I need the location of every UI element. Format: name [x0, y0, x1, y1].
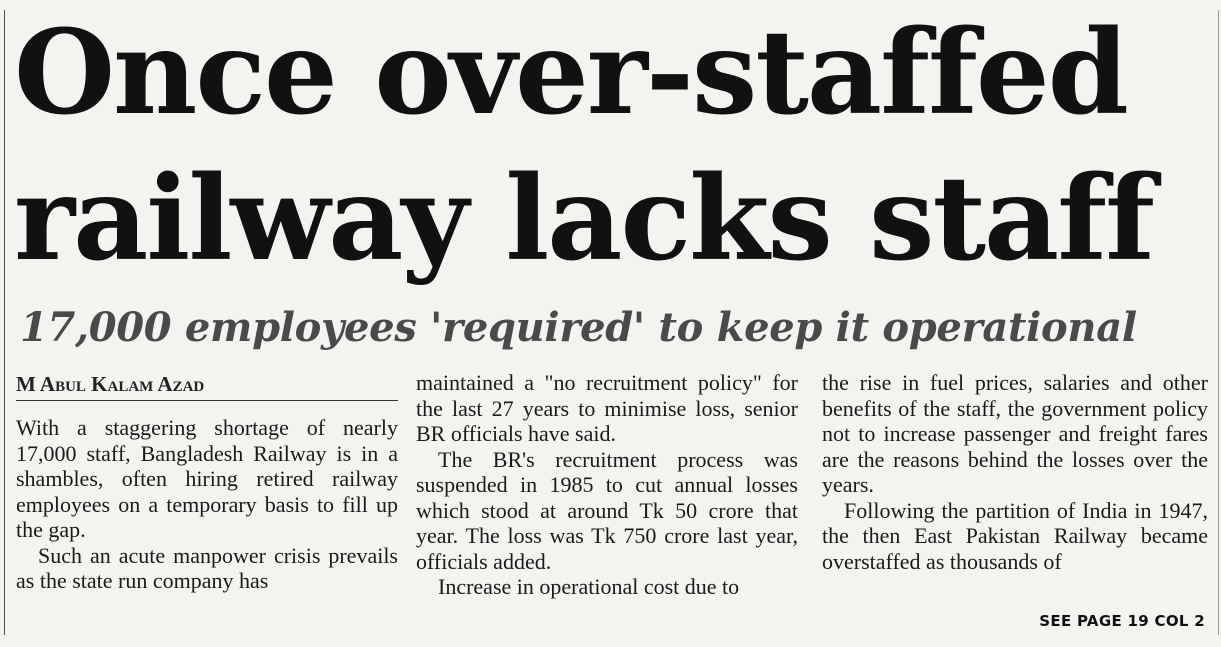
article-column-3 — [822, 370, 1208, 574]
headline-line-2: railway lacks staff — [14, 151, 1153, 287]
headline-line-1: Once over-staffed — [14, 5, 1127, 141]
column-1-paragraph-1: With a staggering shortage of nearly 17,000 staff, Bangladesh Railway is in a shambles, often hiring retired railway employees on a temporary basis to fill up the gap. — [16, 415, 398, 542]
column-2-paragraph-3: Increase in operational cost due to — [438, 574, 740, 599]
left-column-rule — [4, 10, 5, 635]
subheadline: 17,000 employees 'required' to keep it operational — [20, 304, 1137, 351]
continued-jump-line: SEE PAGE 19 COL 2 — [1039, 612, 1205, 630]
column-3-paragraph-2: Following the partition of India in 1947, the then East Pakistan Railway became overstaffed as thousands of — [822, 497, 1208, 574]
column-2-paragraph-1: maintained a "no recruitment policy" for the last 27 years to minimise loss, senior BR officials have said. — [416, 370, 798, 446]
byline: M Abul Kalam Azad — [16, 370, 398, 401]
article-column-2 — [416, 370, 798, 600]
column-3-paragraph-1: the rise in fuel prices, salaries and other benefits of the staff, the government policy not to increase passenger and freight fares are the reasons behind the losses over the years. — [822, 370, 1208, 497]
column-2-paragraph-2: The BR's recruitment process was suspended in 1985 to cut annual losses which stood at around Tk 50 crore that year. The loss was Tk 750 crore last year, officials added. — [416, 446, 798, 574]
headline — [14, 0, 1214, 292]
column-1-paragraph-2: Such an acute manpower crisis prevails as the state run company has — [16, 542, 398, 593]
article-column-1 — [16, 370, 398, 594]
right-column-rule — [1218, 10, 1219, 635]
